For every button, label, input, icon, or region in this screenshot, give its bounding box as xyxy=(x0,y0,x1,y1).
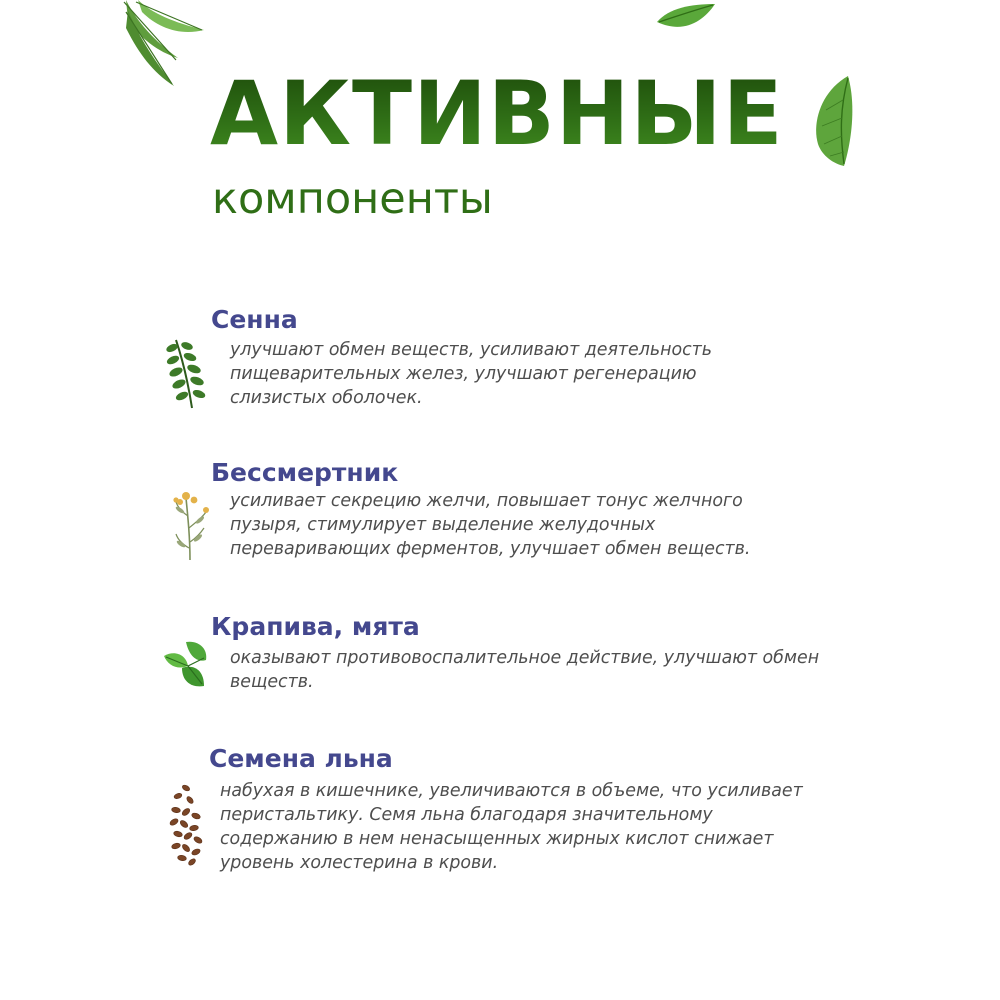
corner-leaves-decoration xyxy=(118,0,218,90)
component-description: усиливает секрецию желчи, повышает тонус желчного пузыря, стимулирует выделение желудочных переваривающих ферментов, улучшает обмен веществ. xyxy=(230,491,751,559)
component-title: Бессмертник xyxy=(211,458,399,487)
component-description: улучшают обмен веществ, усиливают деятельность пищеварительных желез, улучшают регенерацию слизистых оболочек. xyxy=(230,340,713,408)
component-description: набухая в кишечнике, увеличиваются в объеме, что усиливает перистальтику. Семя льна благодаря значительному содержанию в нем ненасыщенных жирных кислот снижает уровень холестерина в крови. xyxy=(220,781,803,873)
mint-leaf-icon xyxy=(160,638,216,690)
top-leaf-decoration xyxy=(655,0,717,36)
component-title: Крапива, мята xyxy=(211,612,420,641)
senna-leaf-icon xyxy=(162,338,210,410)
component-title: Семена льна xyxy=(209,744,393,773)
component-title: Сенна xyxy=(211,305,298,334)
page-title: АКТИВНЫЕ xyxy=(210,62,784,165)
page-subtitle: компоненты xyxy=(212,174,493,224)
component-description: оказывают противовоспалительное действие, улучшают обмен веществ. xyxy=(230,648,820,692)
right-leaf-decoration xyxy=(810,74,856,168)
flax-seeds-icon xyxy=(164,782,210,868)
immortelle-flower-icon xyxy=(172,488,212,562)
